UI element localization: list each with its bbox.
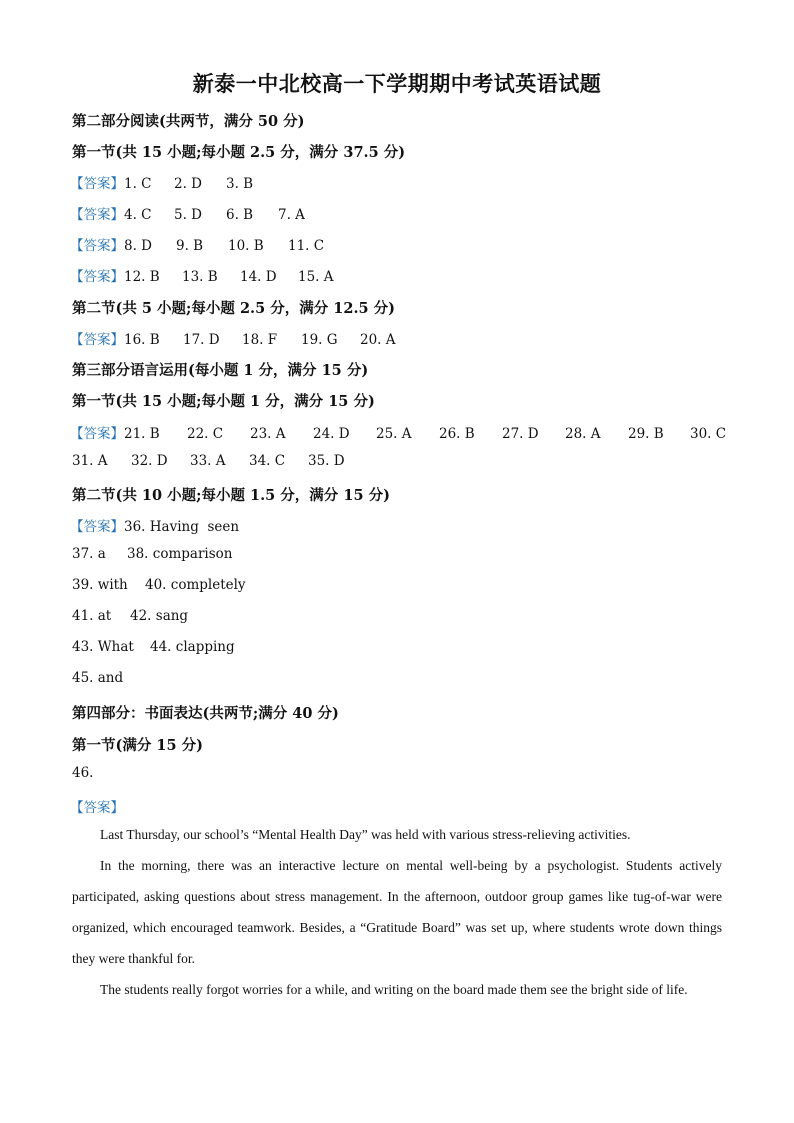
answer-item: 43. What [72, 639, 134, 655]
answer-row-cloze-2 [72, 453, 345, 469]
answer-tag: 【答案】 [70, 332, 124, 348]
answer-item: 5. D [174, 207, 202, 223]
answer-row-cloze-1 [72, 422, 726, 442]
answer-item: 2. D [174, 176, 202, 192]
answer-item: 20. A [360, 332, 396, 348]
answer-tag: 【答案】 [70, 269, 124, 285]
answer-tag: 【答案】 [70, 238, 124, 254]
answer-item: 9. B [176, 238, 204, 254]
answer-item: 11. C [288, 238, 325, 254]
answer-item: 39. with [72, 577, 128, 593]
answer-item: 36. Having seen [124, 519, 240, 535]
answer-item: 28. A [565, 426, 601, 442]
section-3-heading: 第三部分语言运用(每小题 1 分，满分 15 分) [72, 362, 369, 379]
answer-item: 29. B [628, 426, 664, 442]
question-number: 46. [72, 765, 94, 781]
answer-item: 30. C [690, 426, 727, 442]
answer-item: 7. A [278, 207, 305, 223]
answer-item: 1. C [124, 176, 152, 192]
answer-tag: 【答案】 [70, 519, 124, 535]
answer-row-reading-3 [72, 234, 324, 254]
essay-paragraph: In the morning, there was an interactive lecture on mental well-being by a psychologist. Students actively participated, asking questions about stress management. In the afternoon, outdoor group games like tug-of-war were organized, which encouraged teamwork. Besides, a “Gratitude Board” was set up, where students wrote down things they were thankful for. [72, 858, 722, 966]
answer-item: 40. completely [145, 577, 246, 593]
answer-item: 6. B [226, 207, 254, 223]
answer-item: 10. B [228, 238, 264, 254]
answer-item: 17. D [183, 332, 220, 348]
answer-item: 33. A [190, 453, 226, 469]
answer-item: 35. D [308, 453, 345, 469]
answer-row-reading-2 [72, 203, 305, 223]
section-2-heading: 第二部分阅读(共两节，满分 50 分) [72, 113, 305, 130]
answer-item: 22. C [187, 426, 224, 442]
answer-tag: 【答案】 [70, 800, 124, 816]
answer-row-grammar-5 [72, 639, 235, 655]
answer-item: 37. a [72, 546, 106, 562]
answer-item: 25. A [376, 426, 412, 442]
page-title: 新泰一中北校高一下学期期中考试英语试题 [192, 71, 602, 96]
answer-item: 26. B [439, 426, 475, 442]
section-3-part-1-heading: 第一节(共 15 小题;每小题 1 分，满分 15 分) [72, 393, 375, 410]
section-2-part-1-heading: 第一节(共 15 小题;每小题 2.5 分，满分 37.5 分) [72, 144, 406, 161]
answer-item: 27. D [502, 426, 539, 442]
answer-item: 44. clapping [150, 639, 235, 655]
answer-row-reading-4 [72, 265, 334, 285]
answer-row-reading-1 [72, 172, 253, 192]
answer-item: 16. B [124, 332, 160, 348]
section-2-part-2-heading: 第二节(共 5 小题;每小题 2.5 分，满分 12.5 分) [72, 300, 395, 317]
answer-item: 4. C [124, 207, 152, 223]
answer-item: 42. sang [130, 608, 189, 624]
answer-item: 41. at [72, 608, 112, 624]
answer-tag: 【答案】 [70, 207, 124, 223]
answer-item: 38. comparison [127, 546, 233, 562]
answer-item: 34. C [249, 453, 286, 469]
answer-item: 32. D [131, 453, 168, 469]
answer-item: 8. D [124, 238, 152, 254]
section-4-heading: 第四部分：书面表达(共两节;满分 40 分) [72, 705, 339, 722]
answer-item: 45. and [72, 670, 124, 686]
answer-row-grammar-3 [72, 577, 246, 593]
answer-row-grammar-4 [72, 608, 188, 624]
answer-item: 23. A [250, 426, 286, 442]
answer-row-grammar-6 [72, 670, 123, 686]
answer-item: 18. F [242, 332, 278, 348]
section-3-part-2-heading: 第二节(共 10 小题;每小题 1.5 分，满分 15 分) [72, 487, 390, 504]
answer-item: 19. G [301, 332, 338, 348]
essay-paragraph: The students really forgot worries for a while, and writing on the board made them see the bright side of life. [100, 982, 688, 997]
section-4-part-1-heading: 第一节(满分 15 分) [72, 737, 203, 754]
answer-item: 21. B [124, 426, 160, 442]
answer-item: 3. B [226, 176, 254, 192]
answer-tag: 【答案】 [70, 426, 124, 442]
answer-item: 14. D [240, 269, 277, 285]
essay-paragraph: Last Thursday, our school’s “Mental Health Day” was held with various stress-relieving activities. [100, 827, 631, 842]
answer-row-seven-choose-five [72, 328, 396, 348]
answer-row-writing [72, 796, 124, 816]
answer-row-grammar-1 [72, 515, 239, 535]
answer-tag: 【答案】 [70, 176, 124, 192]
answer-item: 31. A [72, 453, 108, 469]
answer-row-grammar-2 [72, 546, 232, 562]
answer-item: 13. B [182, 269, 218, 285]
answer-item: 12. B [124, 269, 160, 285]
answer-item: 15. A [298, 269, 334, 285]
answer-item: 24. D [313, 426, 350, 442]
